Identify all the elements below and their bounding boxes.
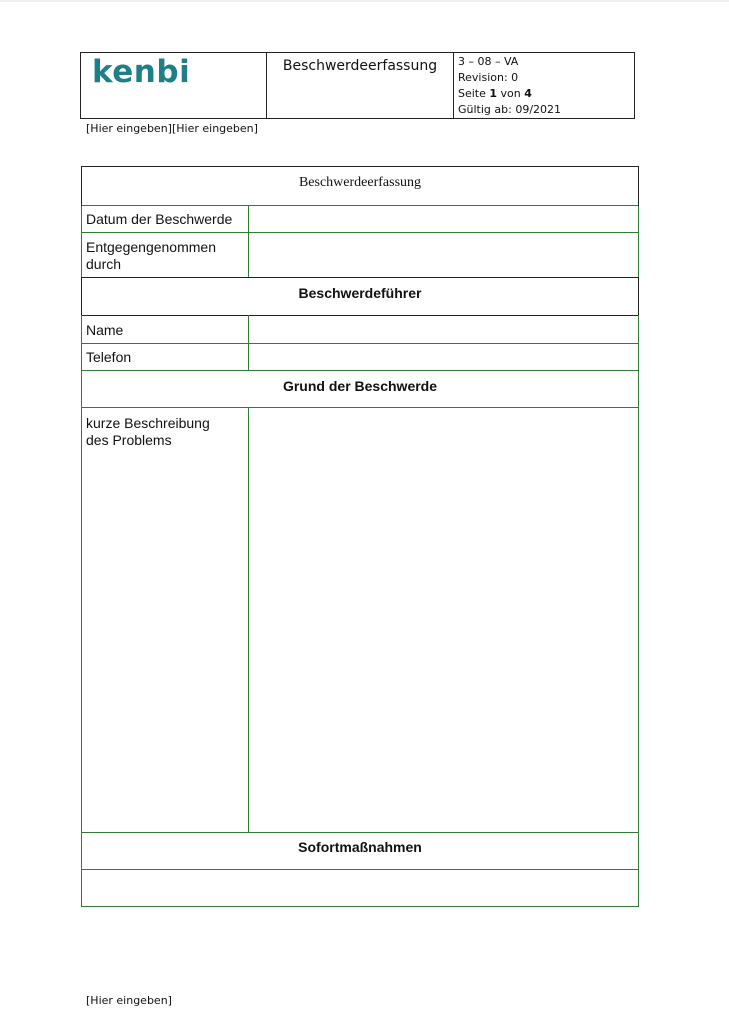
reason-heading: Grund der Beschwerde xyxy=(282,378,438,394)
name-field[interactable] xyxy=(249,316,638,343)
phone-label: Telefon xyxy=(86,349,132,365)
name-label: Name xyxy=(86,322,124,338)
document-header xyxy=(80,52,635,119)
description-field[interactable] xyxy=(249,408,638,832)
valid-from: Gültig ab: 09/2021 xyxy=(458,103,562,116)
description-label: kurze Beschreibung des Problems xyxy=(86,415,210,448)
page-info: Seite 1 von 4 xyxy=(458,87,532,100)
received-by-label: Entgegengenommen durch xyxy=(86,239,216,272)
doc-number: 3 – 08 – VA xyxy=(458,55,519,68)
page-total: 4 xyxy=(524,87,532,100)
measures-field[interactable] xyxy=(82,870,638,906)
logo-cell xyxy=(81,53,267,118)
header-meta xyxy=(454,53,634,118)
top-strip xyxy=(0,0,729,2)
revision: Revision: 0 xyxy=(458,71,519,84)
received-by-field[interactable] xyxy=(249,233,638,277)
form-title: Beschwerdeerfassung xyxy=(298,175,422,190)
phone-field[interactable] xyxy=(249,344,638,370)
placeholder-field-bottom[interactable]: [Hier eingeben] xyxy=(86,994,172,1007)
complaint-form xyxy=(81,166,639,907)
page-current: 1 xyxy=(489,87,498,100)
date-field[interactable] xyxy=(249,205,638,232)
placeholder-field-top[interactable]: [Hier eingeben][Hier eingeben] xyxy=(86,122,258,135)
kenbi-logo: kenbi xyxy=(92,54,191,90)
measures-heading: Sofortmaßnahmen xyxy=(298,839,422,855)
complainant-heading: Beschwerdeführer xyxy=(298,285,422,301)
header-title: Beschwerdeerfassung xyxy=(267,53,454,118)
date-label: Datum der Beschwerde xyxy=(86,211,233,227)
